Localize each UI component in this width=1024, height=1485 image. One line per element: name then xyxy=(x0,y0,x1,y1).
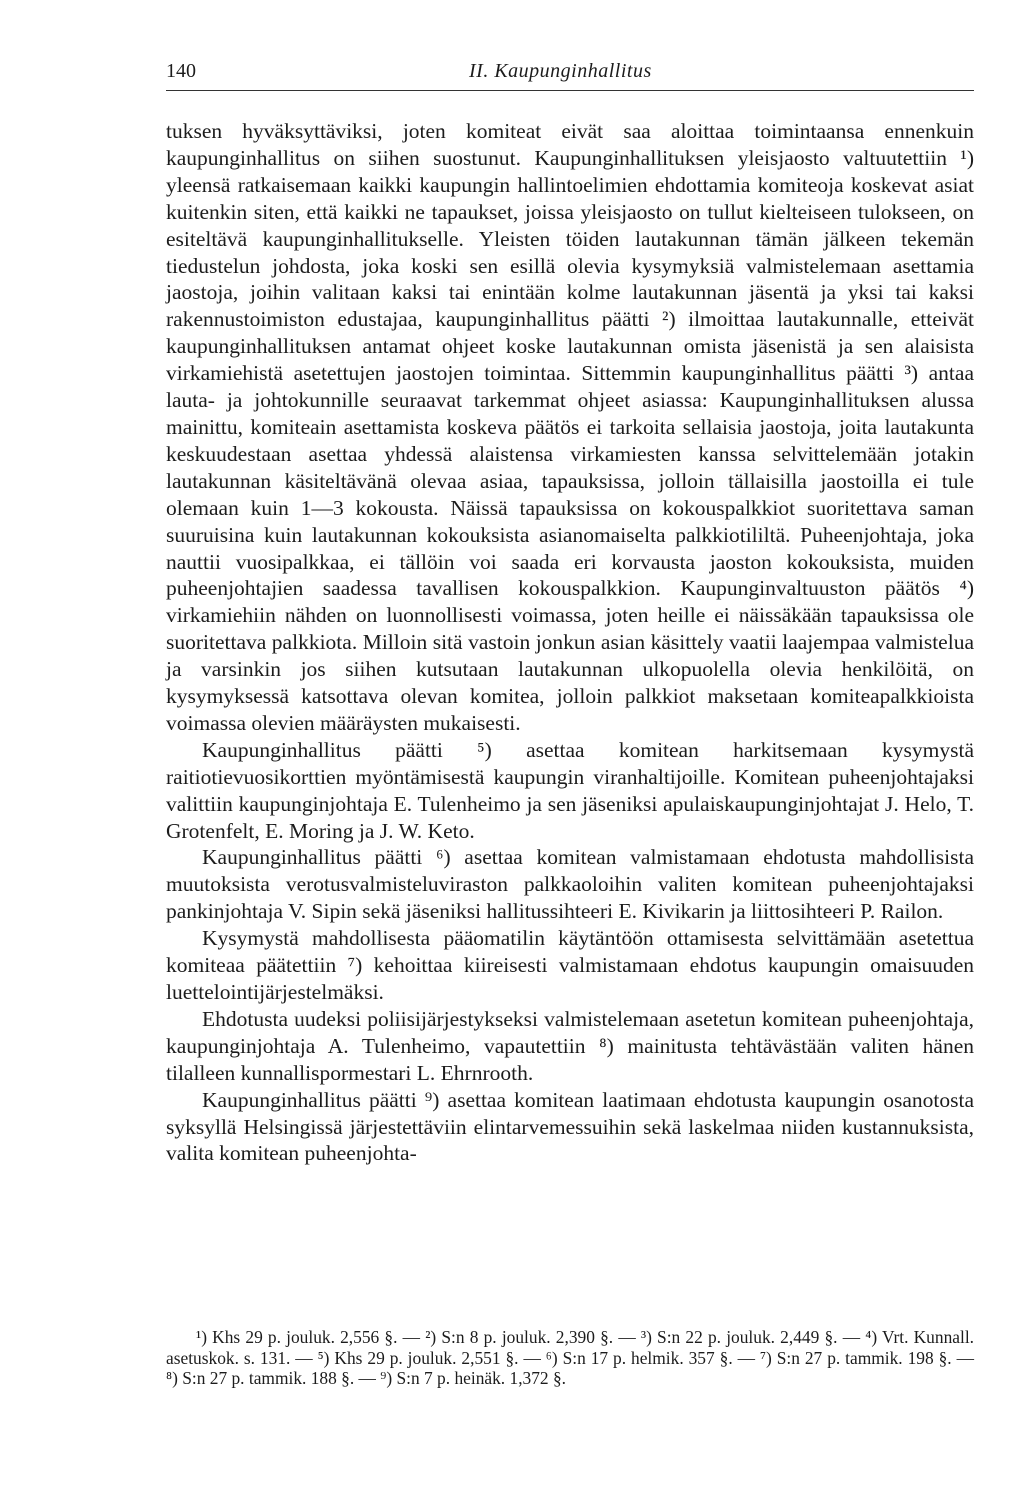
footnotes xyxy=(166,1327,974,1389)
running-title: II. Kaupunginhallitus xyxy=(469,60,652,82)
running-header xyxy=(166,58,974,91)
paragraph: Kysymystä mahdollisesta pääomatilin käytäntöön ottamisesta selvittämään asetettua komiteaa päätettiin ⁷) kehoittaa kiireisesti valmistamaan ehdotus kaupungin omaisuuden luettelointijärjestelmäksi. xyxy=(166,926,974,1004)
body-text xyxy=(166,118,974,1167)
page-number: 140 xyxy=(166,60,196,82)
paragraph: tuksen hyväksyttäviksi, joten komiteat eivät saa aloittaa toimintaansa ennenkuin kaupunginhallitus on siihen suostunut. Kaupunginhallituksen yleisjaosto valtuutettiin ¹) yleensä ratkaisemaan kaikki kaupungin hallintoelimien ehdottamia komiteoja koskevat asiat kuitenkin siten, että kaikki ne tapaukset, joissa yleisjaosto on tullut kielteiseen tulokseen, on esiteltävä kaupunginhallitukselle. Yleisten töiden lautakunnan tämän jälkeen tekemän tiedustelun johdosta, joka koski sen esillä olevia kysymyksiä valmistelemaan asettamia jaostoja, joihin valitaan kaksi tai enintään kolme lautakunnan jäsentä ja yksi tai kaksi rakennustoimiston edustajaa, kaupunginhallitus päätti ²) ilmoittaa lautakunnalle, etteivät kaupunginhallituksen antamat ohjeet koske lautakunnan omista jäsenistä ja sen alaisista virkamiehistä asetettujen jaostojen toimintaa. Sittemmin kaupunginhallitus päätti ³) antaa lauta- ja johtokunnille seuraavat tarkemmat ohjeet asiassa: Kaupunginhallituksen alussa mainittu, komiteain asettamista koskeva päätös ei tarkoita sellaisia jaostoja, joita lautakunta keskuudestaan asettaa yhdessä alaistensa virkamiesten kanssa selvittelemään jotakin lautakunnan käsiteltävänä olevaa asiaa, tapauksissa, jolloin tällaisilla jaostoilla ei tule olemaan kuin 1—3 kokousta. Näissä tapauksissa on kokouspalkkiot suoritettava saman suuruisina kuin lautakunnan kokouksista asianomaiselta palkkiotililtä. Puheenjohtaja, joka nauttii vuosipalkkaa, ei tällöin voi saada eri korvausta jaoston kokouksista, muiden puheenjohtajien saadessa tavallisen kokouspalkkion. Kaupunginvaltuuston päätös ⁴) virkamiehiin nähden on luonnollisesti voimassa, joten heille ei näissäkään tapauksissa ole suoritettava palkkiota. Milloin sitä vastoin jonkun asian käsittely vaatii laajempaa valmistelua ja varsinkin jos siihen kutsutaan lautakunnan ulkopuolella olevia henkilöitä, on kysymyksessä katsottava olevan komitea, jolloin palkkiot maksetaan komiteapalkkioista voimassa olevien määräysten mukaisesti. xyxy=(166,119,974,735)
footnote-text: ¹) Khs 29 p. jouluk. 2,556 §. — ²) S:n 8 p. jouluk. 2,390 §. — ³) S:n 22 p. jouluk. 2,449 §. — ⁴) Vrt. Kunnall. asetuskok. s. 131. — ⁵) Khs 29 p. jouluk. 2,551 §. — ⁶) S:n 17 p. helmik. 357 §. — ⁷) S:n 27 p. tammik. 198 §. — ⁸) S:n 27 p. tammik. 188 §. — ⁹) S:n 7 p. heinäk. 1,372 §. xyxy=(166,1327,974,1388)
paragraph: Kaupunginhallitus päätti ⁹) asettaa komitean laatimaan ehdotusta kaupungin osanotosta syksyllä Helsingissä järjestettäviin elintarvemessuihin sekä laskelmaa niiden kustannuksista, valita komitean puheenjohta- xyxy=(166,1087,974,1166)
paragraph: Kaupunginhallitus päätti ⁶) asettaa komitean valmistamaan ehdotusta mahdollisista muutoksista verotusvalmisteluviraston palkkaoloihin valiten komitean puheenjohtajaksi pankinjohtaja V. Sipin sekä jäseniksi hallitussihteeri E. Kivikarin ja liittosihteeri P. Railon. xyxy=(166,845,974,924)
paragraph: Kaupunginhallitus päätti ⁵) asettaa komitean harkitsemaan kysymystä raitiotievuosikorttien myöntämisestä kaupungin viranhaltijoille. Komitean puheenjohtajaksi valittiin kaupunginjohtaja E. Tulenheimo ja sen jäseniksi apulaiskaupunginjohtajat J. Helo, T. Grotenfelt, E. Moring ja J. W. Keto. xyxy=(166,737,974,843)
paragraph: Ehdotusta uudeksi poliisijärjestykseksi valmistelemaan asetetun komitean puheenjohtaja, kaupunginjohtaja A. Tulenheimo, vapautettiin ⁸) mainitusta tehtävästään valiten hänen tilalleen kunnallispormestari L. Ehrnrooth. xyxy=(166,1006,974,1085)
